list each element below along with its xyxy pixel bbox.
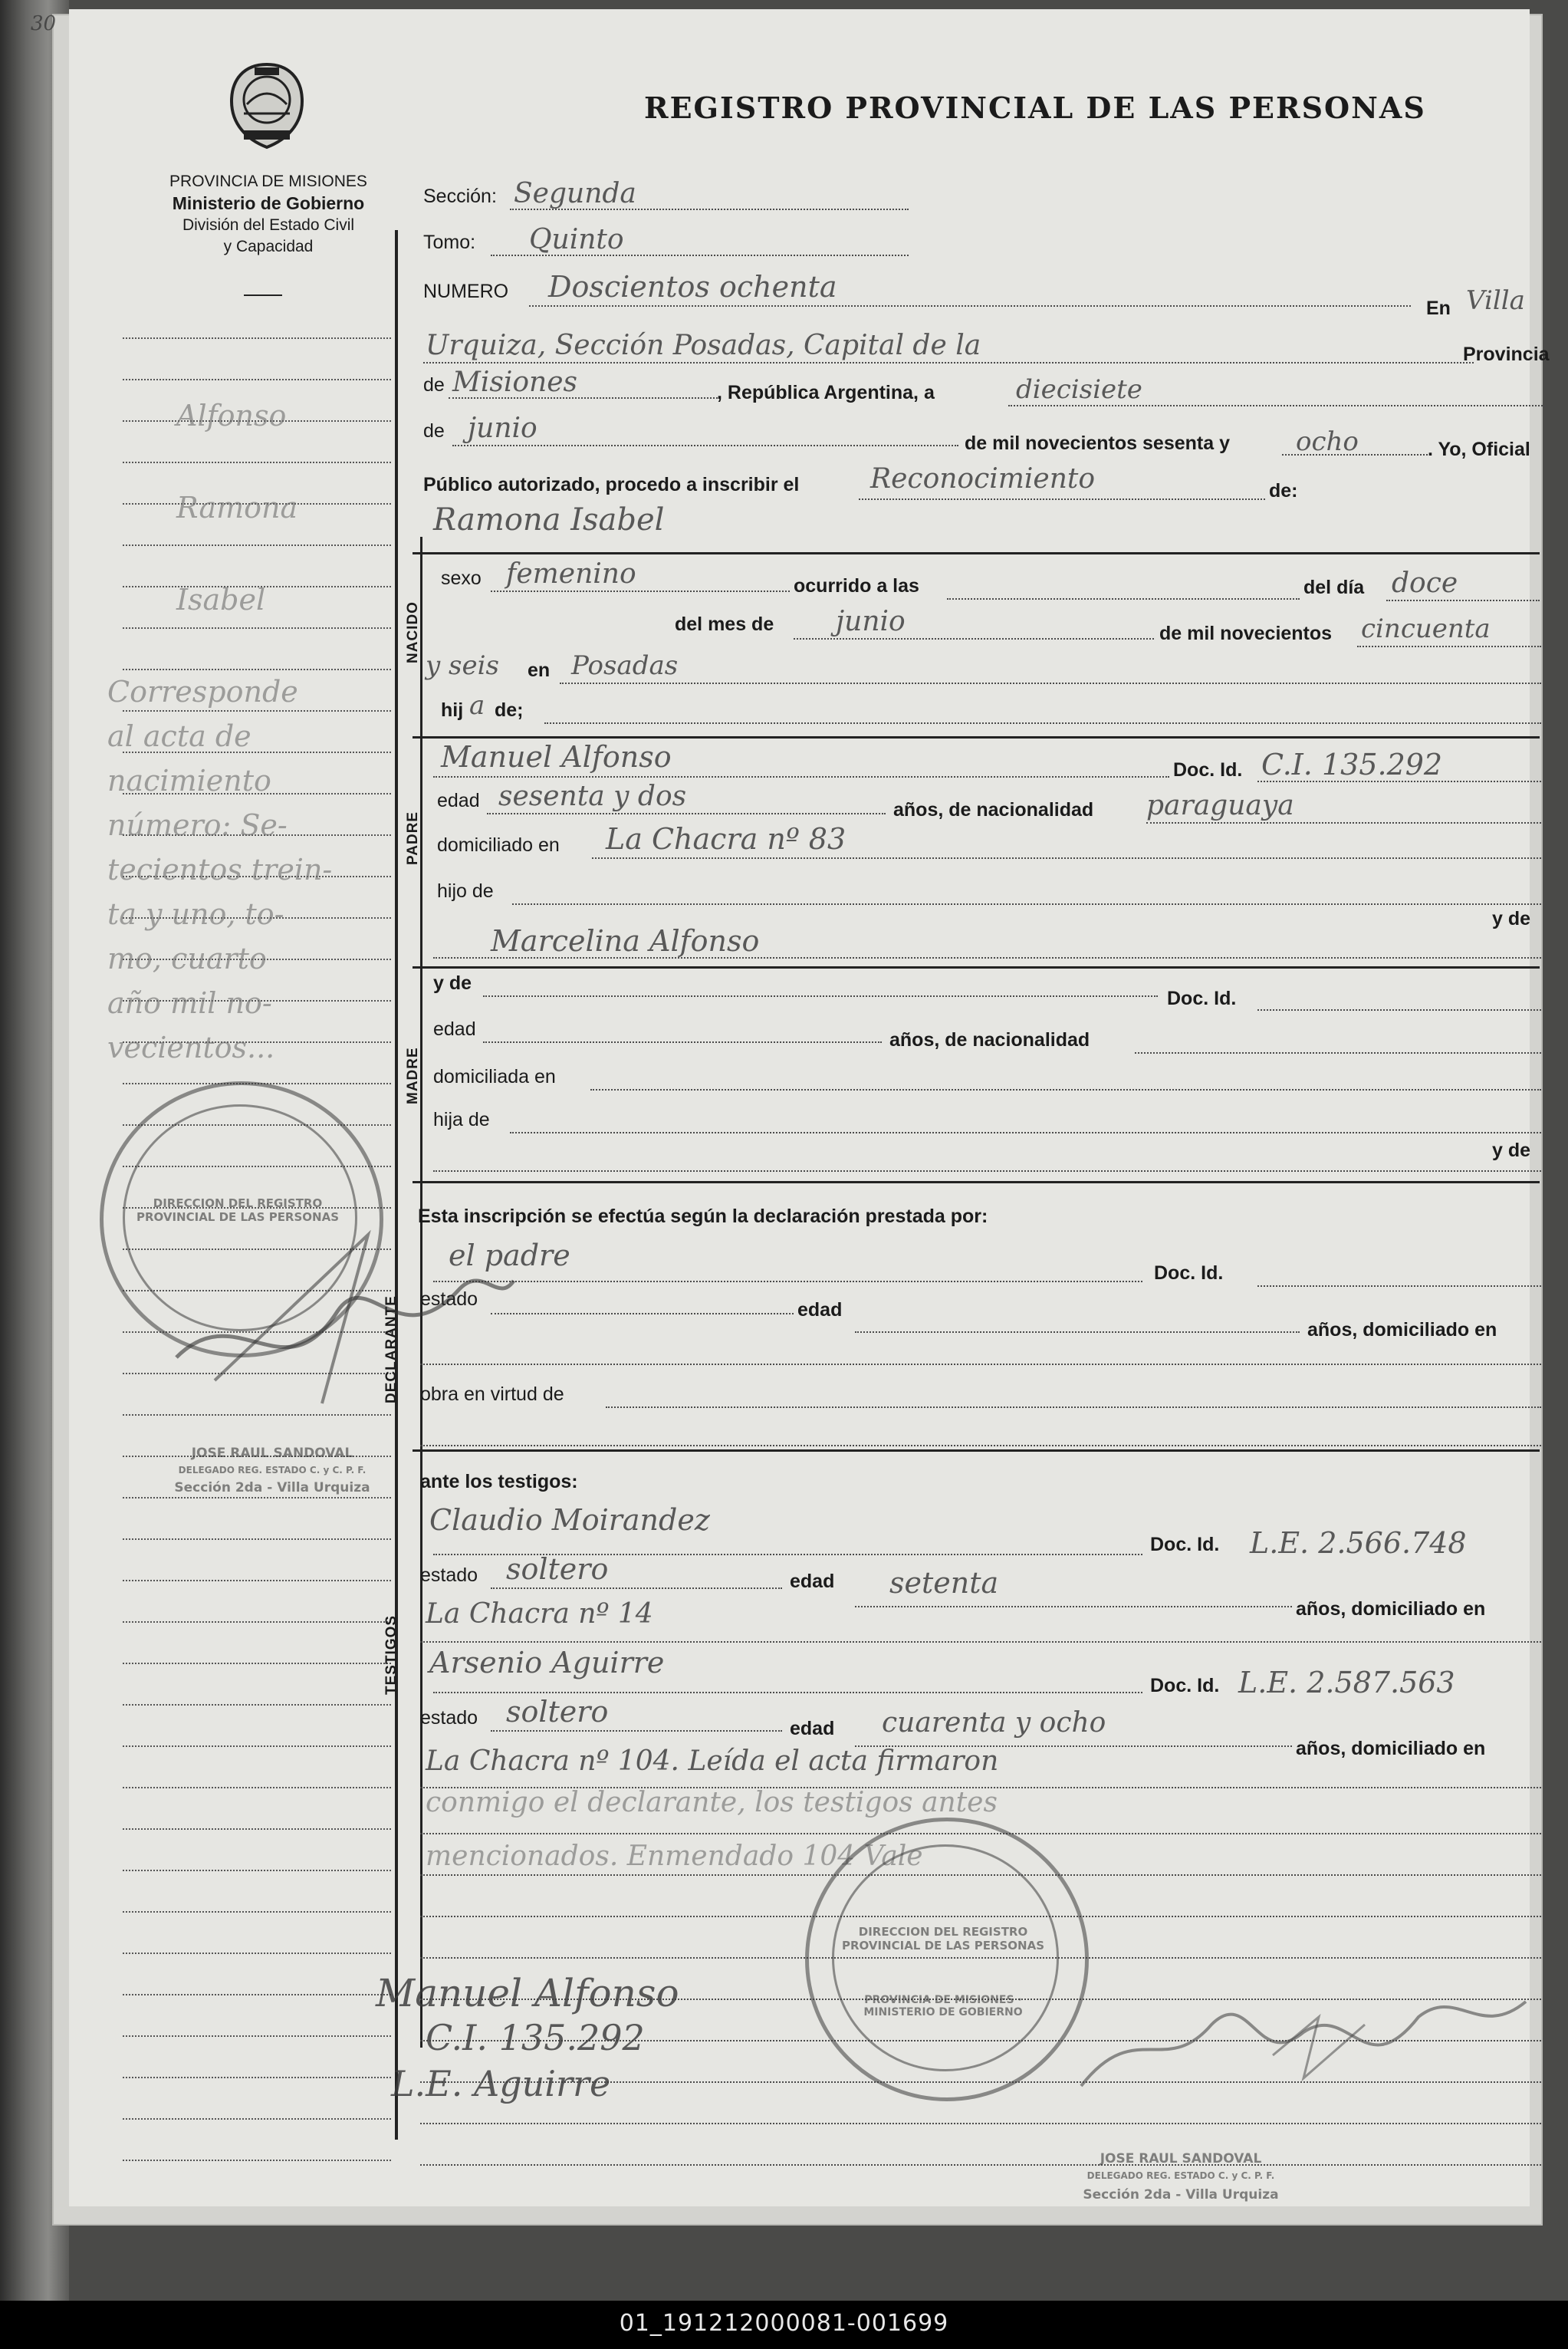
- declarante-intro: Esta inscripción se efectúa según la declaración prestada por:: [418, 1206, 988, 1227]
- madre-rule: [413, 966, 1540, 969]
- margin-note-line: Corresponde: [107, 675, 298, 709]
- provincia-label: Provincia: [1463, 344, 1550, 365]
- declarante-estado-line: [491, 1313, 794, 1314]
- corner-mark: 30: [31, 12, 57, 35]
- delegate-stamp-left-sub1: DELEGADO REG. ESTADO C. y C. P. F.: [178, 1465, 367, 1476]
- stub-line: [123, 1663, 391, 1664]
- delegate-stamp-right-name: JOSE RAUL SANDOVAL: [1100, 2151, 1262, 2166]
- declarante-value: el padre: [449, 1239, 570, 1272]
- margin-note-line: al acta de: [107, 719, 251, 753]
- padre-name: Manuel Alfonso: [441, 740, 672, 774]
- round-stamp-right-sub: PROVINCIA DE MISIONES · MINISTERIO DE GOBIERNO: [863, 1994, 1023, 2018]
- stub-line: [123, 2118, 391, 2120]
- org-ministry: Ministerio de Gobierno: [172, 193, 365, 213]
- tomo-label: Tomo:: [423, 232, 476, 253]
- padre-hijo-line: [512, 903, 1541, 905]
- stub-line: [123, 2035, 391, 2037]
- nacido-en-label: en: [528, 660, 551, 681]
- milnov-label: de mil novecientos: [1159, 623, 1333, 644]
- padre-dom-label: domiciliado en: [437, 834, 560, 856]
- stub-line: [123, 1828, 391, 1830]
- margin-note-line: Ramona: [176, 491, 298, 525]
- margin-note-line: Isabel: [176, 583, 266, 617]
- nacido-name: Ramona Isabel: [433, 502, 665, 538]
- stub-line: [123, 337, 391, 339]
- numero-line: [529, 305, 1411, 307]
- declarante-label: DECLARANTE: [383, 1295, 399, 1403]
- delegate-stamp-left-sub2: Sección 2da - Villa Urquiza: [174, 1480, 370, 1495]
- madre-yde2-line: [433, 1170, 1541, 1172]
- t2-name-line: [433, 1692, 1142, 1693]
- delegate-stamp-right-sub2: Sección 2da - Villa Urquiza: [1083, 2187, 1279, 2203]
- t2-anos-label: años, domiciliado en: [1296, 1738, 1486, 1759]
- round-stamp-left-text: DIRECCION DEL REGISTRO PROVINCIAL DE LAS PERSONAS: [136, 1196, 340, 1224]
- testigos-label: TESTIGOS: [383, 1614, 399, 1695]
- madre-edad-label: edad: [433, 1018, 476, 1040]
- signature-1: Manuel Alfonso: [376, 1971, 679, 2015]
- seccion-value: Segunda: [514, 178, 636, 209]
- madre-nac-line: [1135, 1052, 1541, 1054]
- madre-docid-label: Doc. Id.: [1167, 988, 1237, 1009]
- padre-nac-line: [1146, 822, 1541, 824]
- nacido-label: NACIDO: [405, 601, 421, 663]
- declarante-rule: [413, 1181, 1540, 1183]
- padre-docid-value: C.I. 135.292: [1261, 748, 1443, 781]
- margin-note-line: número: Se-: [107, 808, 288, 842]
- stub-line: [123, 1911, 391, 1913]
- t2-name: Arsenio Aguirre: [429, 1646, 665, 1680]
- madre-yde2-label: y de: [1492, 1140, 1531, 1161]
- t1-dom-line: [420, 1641, 1541, 1643]
- stub-line: [123, 1497, 391, 1499]
- madre-dom-label: domiciliada en: [433, 1066, 556, 1087]
- padre-nac-value: paraguaya: [1146, 790, 1294, 821]
- t2-estado-value: soltero: [506, 1695, 609, 1729]
- closing-line-2: mencionados. Enmendado 104 Vale: [426, 1841, 923, 1872]
- round-stamp-right-text: DIRECCION DEL REGISTRO PROVINCIAL DE LAS PERSONAS: [841, 1925, 1045, 1953]
- padre-rule: [413, 736, 1540, 739]
- t2-edad-label: edad: [790, 1718, 835, 1739]
- stub-line: [123, 669, 391, 670]
- nacido-rule: [413, 552, 1540, 554]
- declarante-docid-line: [1257, 1285, 1541, 1287]
- stub-line: [123, 710, 391, 712]
- declarante-edad-line: [855, 1331, 1300, 1333]
- deldia-label: del día: [1303, 577, 1365, 598]
- margin-note-line: tecientos trein-: [107, 853, 333, 887]
- mes-value: junio: [836, 606, 906, 637]
- stub-line: [123, 1745, 391, 1747]
- act-value: Reconocimiento: [870, 463, 1096, 495]
- province-seal-logo: [221, 60, 313, 152]
- stub-line: [123, 1870, 391, 1871]
- obra-line-2: [420, 1445, 1541, 1446]
- testigos-rule: [413, 1449, 1540, 1452]
- margin-note-line: ta y uno, to-: [107, 897, 284, 931]
- t1-doc-value: L.E. 2.566.748: [1250, 1526, 1467, 1560]
- en-label: En: [1426, 298, 1451, 319]
- padre-dom-line: [592, 857, 1541, 859]
- image-caption: 01_191212000081-001699: [0, 2301, 1568, 2349]
- stub-line: [123, 1953, 391, 1954]
- madre-label: MADRE: [405, 1047, 421, 1104]
- official-signature: [1073, 1971, 1533, 2124]
- stub-line: [123, 544, 391, 546]
- margin-note-line: nacimiento: [107, 764, 271, 798]
- delegate-stamp-right-sub1: DELEGADO REG. ESTADO C. y C. P. F.: [1086, 2170, 1275, 2181]
- month-line: [452, 445, 958, 446]
- madre-hija-line: [510, 1132, 1541, 1133]
- dia-value: doce: [1392, 568, 1458, 599]
- madre-edad-line: [483, 1041, 882, 1043]
- stub-line: [123, 2160, 391, 2161]
- stub-line: [123, 1538, 391, 1540]
- org-rule: [244, 294, 282, 296]
- madre-hija-label: hija de: [433, 1109, 490, 1130]
- lugar-value: Posadas: [571, 650, 679, 681]
- org-province: PROVINCIA DE MISIONES: [169, 173, 367, 190]
- padre-yde-label: y de: [1492, 908, 1531, 929]
- stub-line: [123, 462, 391, 463]
- obra-label: obra en virtud de: [420, 1383, 564, 1405]
- t2-estado-line: [491, 1730, 782, 1732]
- stamp-signature-left: [169, 1204, 521, 1419]
- margin-note-line: vecientos...: [107, 1031, 275, 1064]
- t1-edad-line: [855, 1606, 1292, 1607]
- t1-edad-value: setenta: [889, 1566, 999, 1600]
- declarante-anos-label: años, domiciliado en: [1307, 1319, 1497, 1341]
- tomo-value: Quinto: [529, 224, 624, 255]
- round-stamp-right-inner: [832, 1844, 1059, 2071]
- padre-edad-line: [487, 813, 886, 814]
- de2-label: de: [423, 420, 445, 442]
- republica-label: , República Argentina, a: [717, 382, 935, 403]
- padre-edad-value: sesenta y dos: [498, 781, 687, 812]
- oficial-label: . Yo, Oficial: [1428, 439, 1530, 460]
- de-colon-label: de:: [1269, 480, 1298, 502]
- declarante-estado-label: estado: [420, 1288, 478, 1310]
- page-title: REGISTRO PROVINCIAL DE LAS PERSONAS: [644, 90, 1426, 125]
- declarante-edad-label: edad: [797, 1299, 843, 1321]
- margin-note-line: año mil no-: [107, 986, 272, 1020]
- padre-name-line: [433, 776, 1169, 778]
- stub-line: [123, 379, 391, 380]
- mes-line: [794, 638, 1154, 640]
- act-line: [859, 498, 1265, 500]
- padre-nac-label: años, de nacionalidad: [893, 799, 1094, 821]
- hij-de-label: de;: [495, 699, 524, 721]
- dia-line: [1386, 600, 1540, 601]
- signature-2: C.I. 135.292: [426, 2017, 645, 2058]
- t1-edad-label: edad: [790, 1571, 835, 1592]
- t1-estado-value: soltero: [506, 1552, 609, 1586]
- declarante-dom-line: [420, 1364, 1541, 1365]
- stub-line: [123, 627, 391, 629]
- year-value: ocho: [1296, 426, 1359, 457]
- hij-value: a: [469, 690, 485, 721]
- padre-dom-value: La Chacra nº 83: [606, 822, 846, 856]
- padre-hijo-label: hijo de: [437, 880, 494, 902]
- seccion-label: Sección:: [423, 186, 497, 207]
- province-value: Misiones: [452, 367, 578, 398]
- place-line: [423, 362, 1474, 364]
- body-line: [420, 2164, 1541, 2166]
- madre-nac-label: años, de nacionalidad: [889, 1029, 1090, 1051]
- t1-estado-label: estado: [420, 1564, 478, 1586]
- place-value-1: Villa: [1466, 285, 1525, 316]
- place-value-2: Urquiza, Sección Posadas, Capital de la: [426, 330, 981, 361]
- padre-edad-label: edad: [437, 790, 480, 811]
- t1-docid-label: Doc. Id.: [1150, 1534, 1220, 1555]
- delegate-stamp-left-name: JOSE RAUL SANDOVAL: [191, 1446, 353, 1461]
- sexo-line: [491, 591, 790, 592]
- anio-value-1: cincuenta: [1361, 614, 1491, 644]
- stub-line: [123, 1994, 391, 1995]
- t1-name: Claudio Moirandez: [429, 1503, 710, 1537]
- madre-name-line: [483, 995, 1158, 997]
- t2-doc-value: L.E. 2.587.563: [1238, 1666, 1455, 1699]
- stub-line: [123, 1704, 391, 1706]
- numero-value: Doscientos ochenta: [548, 270, 837, 304]
- sexo-value: femenino: [506, 558, 636, 590]
- margin-note-line: mo, cuarto: [107, 942, 267, 975]
- t1-anos-label: años, domiciliado en: [1296, 1598, 1486, 1620]
- org-capacity: y Capacidad: [223, 238, 314, 255]
- padre-mother-value: Marcelina Alfonso: [491, 924, 760, 958]
- day-value: diecisiete: [1016, 374, 1142, 405]
- madre-yde-label: y de: [433, 972, 472, 994]
- testigos-intro: ante los testigos:: [420, 1471, 578, 1492]
- t2-dom-value: La Chacra nº 104. Leída el acta firmaron: [426, 1745, 999, 1777]
- stub-divider: [395, 230, 398, 2140]
- declarante-docid-label: Doc. Id.: [1154, 1262, 1224, 1284]
- t2-estado-label: estado: [420, 1707, 478, 1729]
- hij-label: hij: [441, 699, 464, 721]
- month-value: junio: [468, 413, 537, 444]
- sexo-label: sexo: [441, 568, 482, 589]
- hora-line: [947, 598, 1300, 600]
- stub-line: [123, 1580, 391, 1581]
- stub-line: [123, 1787, 391, 1788]
- madre-dom-line: [590, 1089, 1541, 1091]
- stub-line: [123, 1621, 391, 1623]
- anio-value-2: y seis: [426, 650, 499, 681]
- t2-edad-value: cuarenta y ocho: [882, 1707, 1106, 1739]
- t1-dom-value: La Chacra nº 14: [426, 1598, 653, 1630]
- anio-line: [1357, 646, 1541, 647]
- t2-docid-label: Doc. Id.: [1150, 1675, 1220, 1696]
- org-division: División del Estado Civil: [182, 216, 355, 234]
- lugar-line: [560, 683, 1541, 684]
- padre-label: PADRE: [405, 811, 421, 865]
- closing-line-1: conmigo el declarante, los testigos antes: [426, 1787, 998, 1818]
- delmes-label: del mes de: [675, 614, 774, 635]
- numero-label: NUMERO: [423, 281, 509, 302]
- hij-line: [544, 722, 1541, 724]
- day-line: [1008, 405, 1545, 406]
- signature-3: L.E. Aguirre: [391, 2063, 611, 2104]
- obra-line: [606, 1406, 1541, 1408]
- madre-docid-line: [1257, 1009, 1541, 1011]
- declarante-line: [433, 1281, 1142, 1282]
- de-label: de: [423, 374, 445, 396]
- padre-mother-line: [433, 957, 1541, 959]
- stub-line: [123, 2077, 391, 2078]
- year-label: de mil novecientos sesenta y: [965, 433, 1230, 454]
- t1-estado-line: [491, 1587, 782, 1589]
- ocurrido-label: ocurrido a las: [794, 575, 919, 597]
- padre-docid-label: Doc. Id.: [1173, 759, 1243, 781]
- margin-note-line: Alfonso: [176, 399, 287, 433]
- publico-label: Público autorizado, procedo a inscribir el: [423, 474, 800, 495]
